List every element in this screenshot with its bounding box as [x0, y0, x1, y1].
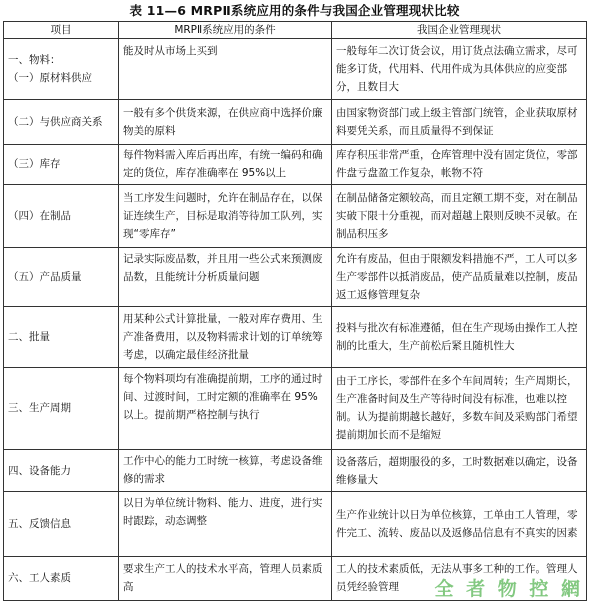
row-item: 三、生产周期	[4, 367, 119, 449]
row-condition: 以日为单位统计物料、能力、进度，进行实时跟踪，动态调整	[119, 492, 332, 556]
header-item: 项目	[4, 22, 119, 39]
table-row	[4, 144, 587, 184]
site-watermark: 全 者 物 控 網	[434, 578, 583, 600]
row-status: 允许有废品，但由于限额发料措施不严，工人可以多生产零部件以抵消废品，使产品质量难以控制，废品返工返修管理复杂	[332, 248, 587, 307]
row-condition: 当工序发生问题时，允许在制品存在，以保证连续生产，目标是取消等待加工队列，实现“零库存”	[119, 184, 332, 247]
row-item: （五）产品质量	[4, 248, 119, 307]
row-item: 六、工人素质	[4, 556, 119, 600]
row-condition: 每件物料需入库后再出库，有统一编码和确定的货位，库存准确率在 95%以上	[119, 144, 332, 184]
table-row	[4, 556, 587, 600]
row-status: 生产作业统计以日为单位核算，工单由工人管理，零件完工、流转、废品以及返修品信息有不真实的因素	[332, 492, 587, 556]
row-condition: 每个物料项均有准确提前期，工序的通过时间、过渡时间，工时定额的准确率在 95%以上。提前期严格控制与执行	[119, 367, 332, 449]
row-item: 五、反馈信息	[4, 492, 119, 556]
row-status: 由国家物资部门或上级主管部门统管，企业获取原材料要凭关系，而且质量得不到保证	[332, 100, 587, 144]
table-row	[4, 492, 587, 556]
header-condition: MRPⅡ系统应用的条件	[119, 22, 332, 39]
table-row	[4, 307, 587, 367]
table-row	[4, 39, 587, 100]
row-item: 一、物料： （一）原材料供应	[4, 39, 119, 100]
table-row	[4, 100, 587, 144]
header-status: 我国企业管理现状	[332, 22, 587, 39]
row-item: 四、设备能力	[4, 450, 119, 492]
row-status: 工人的技术素质低，无法从事多工种的工作。管理人员凭经验管理	[332, 556, 587, 600]
row-condition: 要求生产工人的技术水平高，管理人员素质高	[119, 556, 332, 600]
header-row	[4, 22, 587, 39]
table-row	[4, 184, 587, 247]
table-row	[4, 248, 587, 307]
row-status: 投料与批次有标准遵循，但在生产现场由操作工人控制的比重大，生产前松后紧且随机性大	[332, 307, 587, 367]
row-status: 设备落后，超期服役的多，工时数据难以确定，设备维修量大	[332, 450, 587, 492]
row-condition: 一般有多个供货来源，在供应商中选择价廉物美的原料	[119, 100, 332, 144]
row-status: 在制品储备定额较高，而且定额工期不变，对在制品实破下限十分重视，而对超越上限则反映不灵敏。在制品积压多	[332, 184, 587, 247]
row-item: （二）与供应商关系	[4, 100, 119, 144]
row-item: （四）在制品	[4, 184, 119, 247]
row-status: 由于工序长，零部件在多个车间周转；生产周期长，生产准备时间及生产等待时间没有标准，也难以控制。认为提前期越长越好，多数车间及采购部门希望提前期加长而不是缩短	[332, 367, 587, 449]
table-row	[4, 450, 587, 492]
row-condition: 记录实际废品数，并且用一些公式来预测废品数，且能统计分析质量问题	[119, 248, 332, 307]
comparison-table	[3, 21, 587, 601]
row-item: 二、批量	[4, 307, 119, 367]
row-condition: 用某种公式计算批量，一般对库存费用、生产准备费用，以及物料需求计划的订单统筹考虑，以确定最佳经济批量	[119, 307, 332, 367]
row-status: 一般每年二次订货会议，用订货点法确立需求，尽可能多订货，代用料、代用件成为具体供应的应变部分，且数目大	[332, 39, 587, 100]
row-item: （三）库存	[4, 144, 119, 184]
row-condition: 工作中心的能力工时统一核算，考虑设备维修的需求	[119, 450, 332, 492]
table-title: 表 11—6 MRPⅡ系统应用的条件与我国企业管理现状比较	[129, 3, 460, 18]
row-status: 库存积压非常严重，仓库管理中没有固定货位，零部件盘亏盘盈工作复杂，帐物不符	[332, 144, 587, 184]
row-condition: 能及时从市场上买到	[119, 39, 332, 100]
table-row	[4, 367, 587, 449]
